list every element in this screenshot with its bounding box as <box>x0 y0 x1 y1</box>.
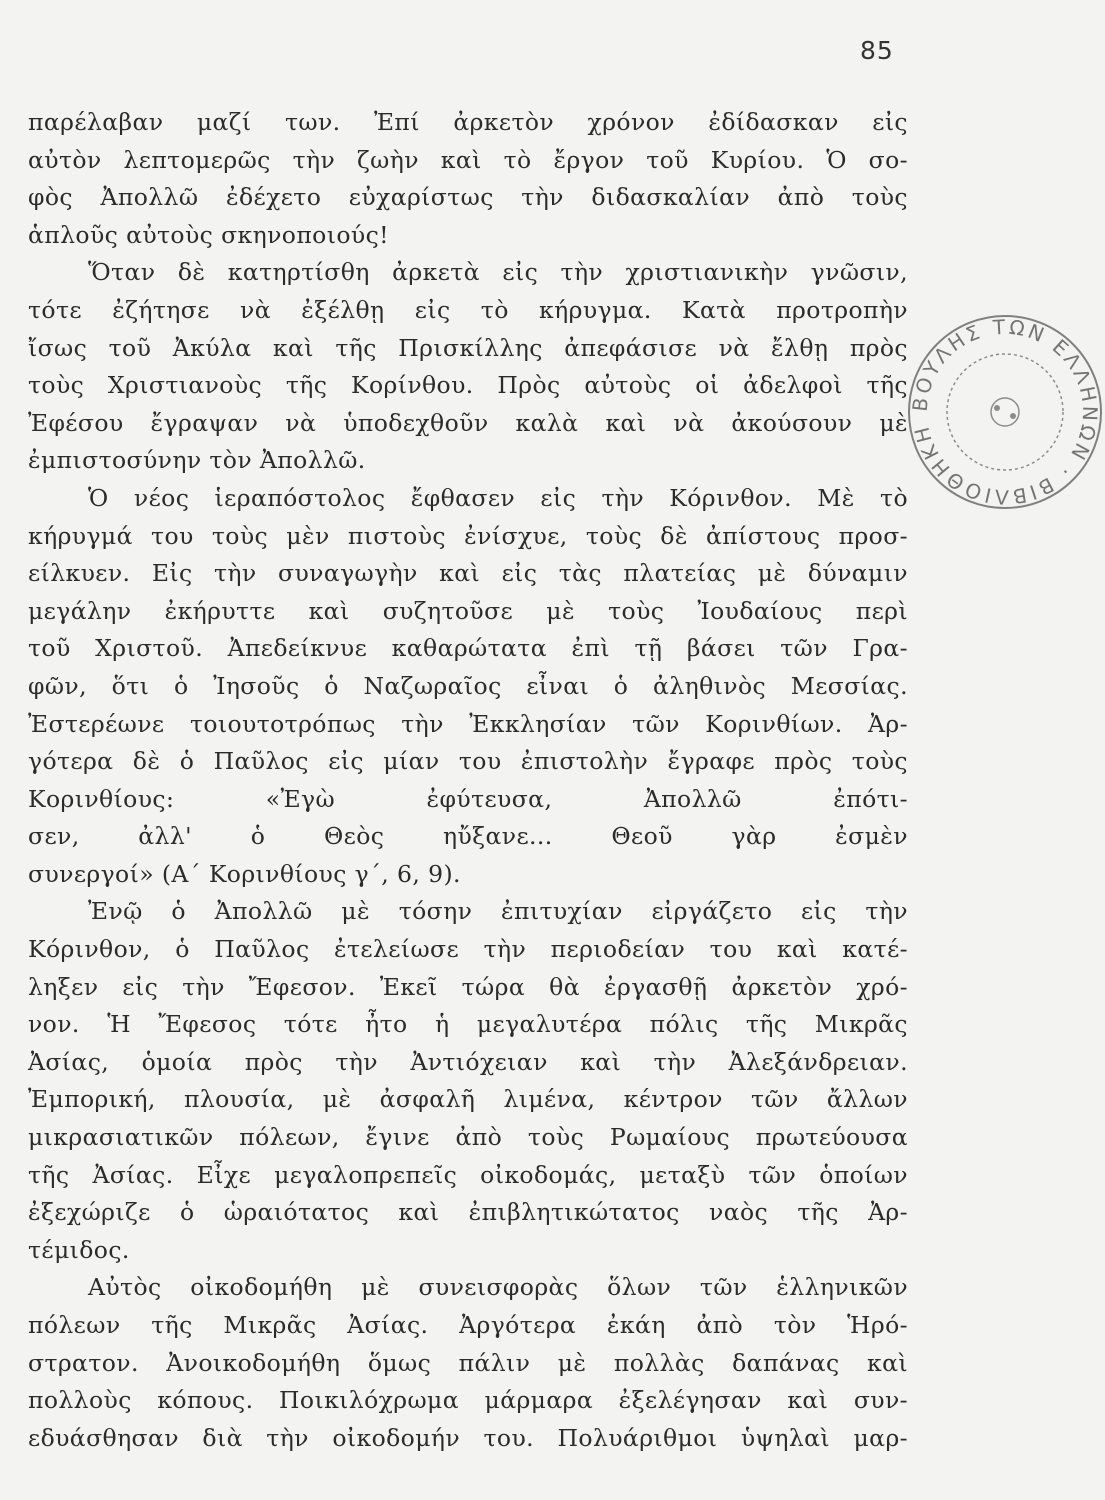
text-line: Ἐμπορική, πλουσία, μὲ ἀσφαλῆ λιμένα, κέντρον τῶν ἄλλων <box>28 1085 908 1114</box>
library-stamp <box>905 312 1105 512</box>
text-line: τέμιδος. <box>28 1235 130 1264</box>
text-line: τοὺς Χριστιανοὺς τῆς Κορίνθου. Πρὸς αὐτοὺς οἱ ἀδελφοὶ τῆς <box>28 371 908 400</box>
text-line: εδυάσθησαν διὰ τὴν οἰκοδομήν του. Πολυάριθμοι ὑψηλαὶ μαρ- <box>28 1423 908 1452</box>
text-line: νον. Ἡ Ἔφεσος τότε ἦτο ἡ μεγαλυτέρα πόλις τῆς Μικρᾶς <box>28 1010 908 1039</box>
text-line: γότερα δὲ ὁ Παῦλος εἰς μίαν του ἐπιστολὴν ἔγραφε πρὸς τοὺς <box>28 747 908 776</box>
text-line: Ἐφέσου ἔγραψαν νὰ ὑποδεχθοῦν καλὰ καὶ νὰ ἀκούσουν μὲ <box>28 408 908 437</box>
text-line: φῶν, ὅτι ὁ Ἰησοῦς ὁ Ναζωραῖος εἶναι ὁ ἀληθινὸς Μεσσίας. <box>28 671 908 700</box>
svg-text:ΒΟΥΛΗΣ ΤΩΝ ΕΛΛΗΝΩΝ · ΒΙΒΛΙΟΘΗΚ <box>908 315 1103 510</box>
text-line: στρατον. Ἀνοικοδομήθη ὅμως πάλιν μὲ πολλὰς δαπάνας καὶ <box>28 1348 908 1377</box>
text-line: Ἐνῷ ὁ Ἀπολλῶ μὲ τόσην ἐπιτυχίαν εἰργάζετο εἰς τὴν <box>88 897 908 926</box>
text-line: κήρυγμά του τοὺς μὲν πιστοὺς ἐνίσχυε, τοὺς δὲ ἀπίστους προσ- <box>28 521 908 550</box>
text-line: αὐτὸν λεπτομερῶς τὴν ζωὴν καὶ τὸ ἔργον τοῦ Κυρίου. Ὁ σο- <box>28 145 908 174</box>
text-line: ἴσως τοῦ Ἀκύλα καὶ τῆς Πρισκίλλης ἀπεφάσισε νὰ ἔλθῃ πρὸς <box>28 333 908 362</box>
text-line: είλκυεν. Εἰς τὴν συναγωγὴν καὶ εἰς τὰς πλατείας μὲ δύναμιν <box>28 559 908 588</box>
text-line: ἐμπιστοσύνην τὸν Ἀπολλῶ. <box>28 446 366 475</box>
text-line: ἐξεχώριζε ὁ ὡραιότατος καὶ ἐπιβλητικώτατος ναὸς τῆς Ἀρ- <box>28 1198 908 1227</box>
text-line: Κόρινθον, ὁ Παῦλος ἐτελείωσε τὴν περιοδείαν του καὶ κατέ- <box>28 935 908 964</box>
stamp-seal-icon <box>905 312 1105 512</box>
text-line: σεν, ἀλλ' ὁ Θεὸς ηὔξανε... Θεοῦ γὰρ ἐσμὲν <box>28 822 908 851</box>
text-line: ληξεν εἰς τὴν Ἔφεσον. Ἐκεῖ τώρα θὰ ἐργασθῇ ἀρκετὸν χρό- <box>28 972 908 1001</box>
text-line: παρέλαβαν μαζί των. Ἐπί ἀρκετὸν χρόνον ἐδίδασκαν εἰς <box>28 108 908 136</box>
text-line: φὸς Ἀπολλῶ ἐδέχετο εὐχαρίστως τὴν διδασκαλίαν ἀπὸ τοὺς <box>28 183 908 212</box>
text-line: Αὐτὸς οἰκοδομήθη μὲ συνεισφορὰς ὅλων τῶν ἑλληνικῶν <box>88 1273 908 1302</box>
text-line: πόλεων τῆς Μικρᾶς Ἀσίας. Ἀργότερα ἐκάη ἀπὸ τὸν Ἡρό- <box>28 1311 908 1339</box>
text-line: Ἐστερέωνε τοιουτοτρόπως τὴν Ἐκκλησίαν τῶν Κορινθίων. Ἀρ- <box>28 709 908 738</box>
text-line: μεγάλην ἐκήρυττε καὶ συζητοῦσε μὲ τοὺς Ἰουδαίους περὶ <box>28 596 908 625</box>
text-line: πολλοὺς κόπους. Ποικιλόχρωμα μάρμαρα ἐξελέγησαν καὶ συν- <box>28 1386 908 1415</box>
text-line: συνεργοί» (Α΄ Κορινθίους γ΄, 6, 9). <box>28 859 461 888</box>
text-line: τῆς Ἀσίας. Εἶχε μεγαλοπρεπεῖς οἰκοδομάς, μεταξὺ τῶν ὁποίων <box>28 1160 908 1189</box>
stamp-lettering: ΒΟΥΛΗΣ ΤΩΝ ΕΛΛΗΝΩΝ · ΒΙΒΛΙΟΘΗΚΗ <box>907 314 1103 510</box>
text-line: μικρασιατικῶν πόλεων, ἔγινε ἀπὸ τοὺς Ρωμαίους πρωτεύουσα <box>28 1123 908 1152</box>
body-text <box>28 104 908 1457</box>
text-line: Ὅταν δὲ κατηρτίσθη ἀρκετὰ εἰς τὴν χριστιανικὴν γνῶσιν, <box>88 258 908 287</box>
text-line: Ἀσίας, ὁμοία πρὸς τὴν Ἀντιόχειαν καὶ τὴν Ἀλεξάνδρειαν. <box>28 1047 908 1076</box>
page-number: 85 <box>860 36 894 65</box>
text-line: ἁπλοῦς αὐτοὺς σκηνοποιούς! <box>28 220 389 249</box>
text-line: Κορινθίους: «Ἐγὼ ἐφύτευσα, Ἀπολλῶ ἐπότι- <box>28 784 908 813</box>
text-line: τότε ἐζήτησε νὰ ἐξέλθῃ εἰς τὸ κήρυγμα. Κατὰ προτροπὴν <box>28 295 908 324</box>
text-line: τοῦ Χριστοῦ. Ἀπεδείκνυε καθαρώτατα ἐπὶ τῇ βάσει τῶν Γρα- <box>28 634 908 663</box>
text-line: Ὁ νέος ἱεραπόστολος ἔφθασεν εἰς τὴν Κόρινθον. Μὲ τὸ <box>88 483 908 512</box>
